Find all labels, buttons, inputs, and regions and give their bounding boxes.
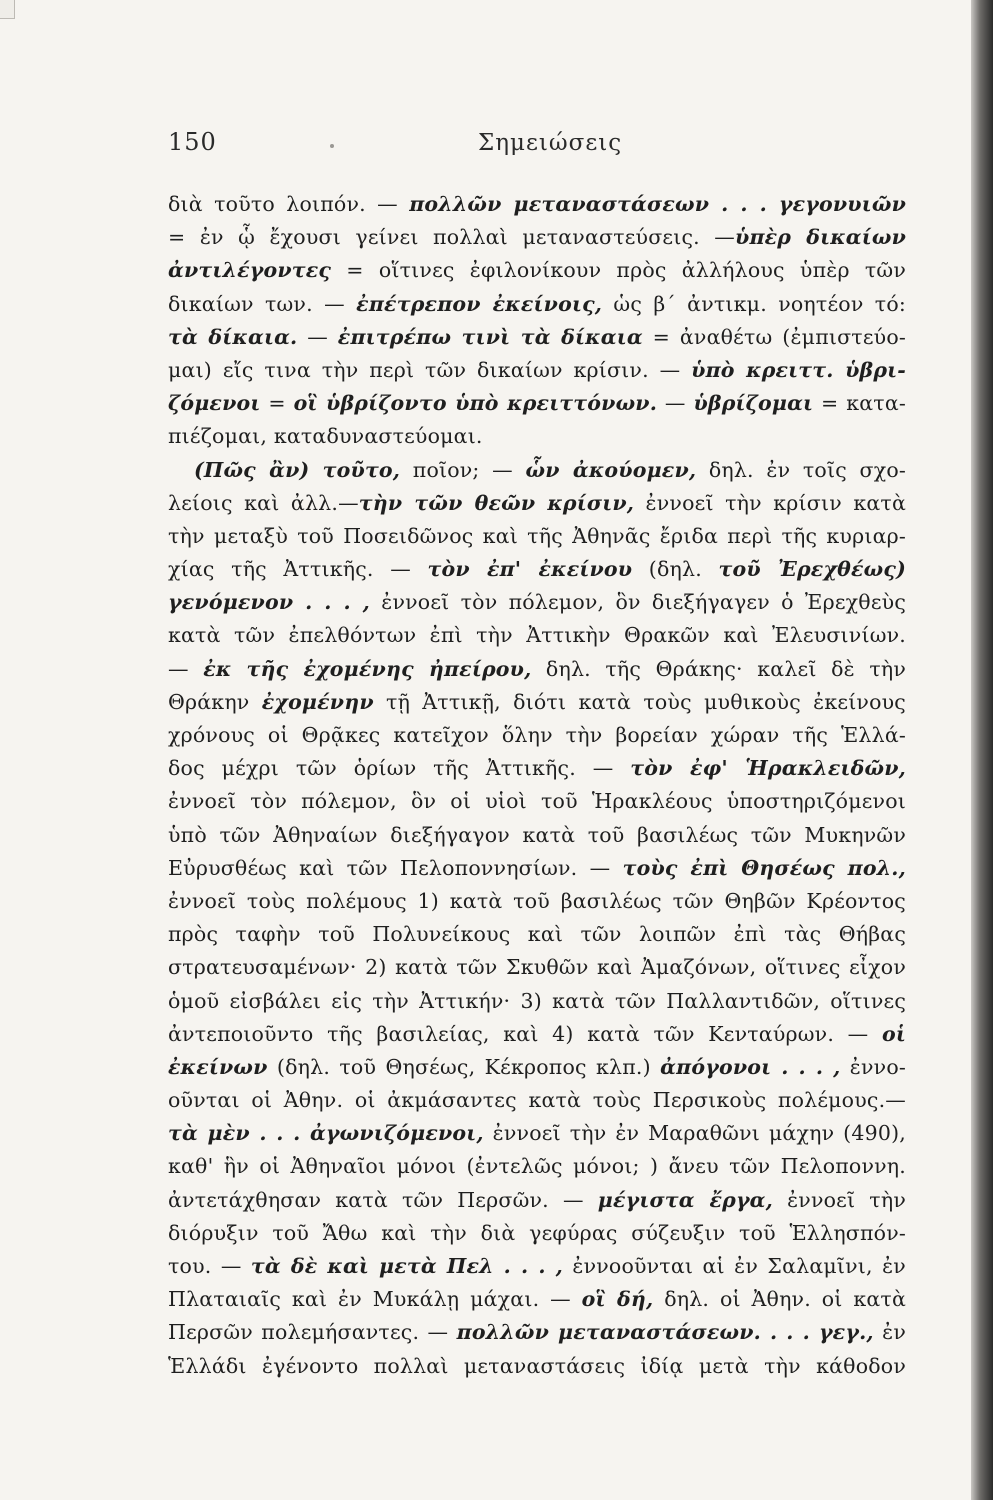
- text-line: [168, 321, 906, 354]
- text-line: [168, 852, 906, 885]
- text-run: ἀντεποιοῦντο τῆς βασιλείας, καὶ 4) κατὰ τῶν Κενταύρων. —: [168, 1021, 882, 1046]
- lemma-bold: γενόμενον . . . ,: [168, 590, 371, 615]
- notes-body-text: [168, 188, 906, 1398]
- text-run: δικαίων των. —: [168, 291, 357, 316]
- text-line: [168, 1018, 906, 1051]
- lemma-bold: οἳ δή,: [581, 1287, 654, 1312]
- text-run: Περσῶν πολεμήσαντες. —: [168, 1320, 457, 1345]
- book-binding-edge: [971, 0, 993, 1500]
- text-line: [168, 1084, 906, 1117]
- text-line: [168, 487, 906, 520]
- text-run: λείοις καὶ ἀλλ.—: [168, 490, 359, 515]
- text-run: τὴν μεταξὺ τοῦ Ποσειδῶνος καὶ τῆς Ἀθηνᾶς ἔριδα περὶ τῆς κυριαρ-: [168, 523, 906, 548]
- lemma-bold: ἐπιτρέπω τινὶ τὰ δίκαια: [337, 324, 643, 349]
- lemma-bold: τοῦ Ἐρεχθέως): [718, 557, 906, 582]
- text-line: [168, 254, 906, 287]
- text-run: πρὸς ταφὴν τοῦ Πολυνείκους καὶ τῶν λοιπῶν ἐπὶ τὰς Θήβας: [168, 922, 906, 947]
- text-line: [168, 221, 906, 254]
- text-run: ὑπὸ τῶν Ἀθηναίων διεξήγαγον κατὰ τοῦ βασιλέως τῶν Μυκηνῶν: [168, 822, 906, 847]
- text-line: [168, 885, 906, 918]
- text-line: [168, 785, 906, 818]
- text-line: [168, 719, 906, 752]
- page-number: 150: [168, 128, 217, 156]
- lemma-bold: τὰ μὲν . . . ἀγωνιζόμενοι,: [168, 1121, 484, 1146]
- text-line: [168, 188, 906, 221]
- text-line: [168, 619, 906, 652]
- text-run: = ἐν ᾧ ἔχουσι γείνει πολλαὶ μεταναστεύσεις. —: [168, 225, 736, 250]
- text-line: [168, 1217, 906, 1250]
- text-run: δηλ. ἐν τοῖς σχο-: [696, 457, 906, 482]
- text-run: ὁμοῦ εἰσβάλει εἰς τὴν Ἀττικήν· 3) κατὰ τῶν Παλλαντιδῶν, οἵτινες: [168, 988, 906, 1013]
- text-run: κατὰ τῶν ἐπελθόντων ἐπὶ τὴν Ἀττικὴν Θρακῶν καὶ Ἐλευσινίων.: [168, 623, 906, 648]
- text-run: διὰ τοῦτο λοιπόν. —: [168, 192, 410, 216]
- text-run: δηλ. οἱ Ἀθην. οἱ κατὰ: [653, 1287, 906, 1312]
- text-line: [168, 1184, 906, 1217]
- lemma-bold: τὸν ἐπ' ἐκείνου: [427, 557, 633, 582]
- text-run: = οἵτινες ἐφιλονίκουν πρὸς ἀλλήλους ὑπὲρ τῶν: [331, 258, 906, 283]
- text-run: —: [168, 656, 204, 681]
- text-run: ἐννοοῦνται αἱ ἐν Σαλαμῖνι, ἐν: [563, 1254, 906, 1278]
- text-line: [168, 686, 906, 719]
- text-line: [168, 1283, 906, 1316]
- text-run: Πλαταιαῖς καὶ ἐν Μυκάλῃ μάχαι. —: [168, 1287, 582, 1312]
- lemma-bold: πολλῶν μεταναστάσεων . . . γεγονυιῶν: [409, 192, 906, 216]
- text-run: στρατευσαμένων· 2) κατὰ τῶν Σκυθῶν καὶ Ἀμαζόνων, οἵτινες εἶχον: [168, 955, 906, 980]
- lemma-bold: τὴν τῶν θεῶν κρίσιν,: [358, 490, 635, 515]
- text-line: [168, 553, 906, 586]
- text-line: [168, 1250, 906, 1283]
- text-run: ποῖον; —: [400, 457, 526, 482]
- page-corner: [0, 0, 15, 19]
- text-line: [168, 951, 906, 984]
- text-line: [168, 653, 906, 686]
- text-run: τῇ Ἀττικῇ, διότι κατὰ τοὺς μυθικοὺς ἐκείνους: [373, 689, 906, 714]
- text-line: [168, 1350, 906, 1383]
- text-line: [168, 387, 906, 420]
- text-run: = ἀναθέτω (ἐμπιστεύο-: [642, 324, 906, 349]
- text-run: δηλ. τῆς Θράκης· καλεῖ δὲ τὴν: [531, 656, 906, 681]
- lemma-bold: ὑπὲρ δικαίων: [735, 225, 906, 250]
- text-line: [168, 1051, 906, 1084]
- lemma-bold: τὰ δίκαια.: [168, 324, 298, 349]
- lemma-bold: οἱ: [882, 1021, 906, 1046]
- text-run: καθ' ἣν οἱ Ἀθηναῖοι μόνοι (ἐντελῶς μόνοι; ) ἄνευ τῶν Πελοποννη.: [168, 1154, 906, 1179]
- text-line: [168, 1150, 906, 1183]
- text-run: ἐννοεῖ τὴν ἐν Μαραθῶνι μάχην (490),: [483, 1121, 906, 1146]
- lemma-bold: πολλῶν μεταναστάσεων. . . . γεγ.,: [456, 1320, 874, 1345]
- text-run: ἀντετάχθησαν κατὰ τῶν Περσῶν. —: [168, 1187, 598, 1212]
- text-run: —: [657, 391, 694, 416]
- lemma-bold: ὑπὸ κρειττ. ὑβρι-: [691, 357, 906, 382]
- text-run: οῦνται οἱ Ἀθην. οἱ ἀκμάσαντες κατὰ τοὺς Περσικοὺς πολέμους.—: [168, 1088, 906, 1113]
- text-run: ὡς β΄ ἀντικμ. νοητέον τό:: [602, 291, 906, 316]
- text-run: Ἑλλάδι ἐγένοντο πολλαὶ μεταναστάσεις ἰδίᾳ μετὰ τὴν κάθοδον: [168, 1353, 906, 1378]
- lemma-bold: ἐχομένην: [261, 689, 374, 714]
- text-run: δος μέχρι τῶν ὁρίων τῆς Ἀττικῆς. —: [168, 756, 631, 781]
- text-line: [168, 420, 906, 453]
- text-run: (δηλ.: [632, 557, 719, 582]
- text-line: [168, 1316, 906, 1349]
- text-run: = κατα-: [813, 391, 906, 416]
- lemma-bold: τοὺς ἐπὶ Θησέως πολ.,: [622, 855, 906, 880]
- page-header: [168, 128, 908, 168]
- text-line: [168, 752, 906, 785]
- lemma-bold: τὰ δὲ καὶ μετὰ Πελ . . . ,: [250, 1254, 563, 1278]
- text-run: μαι) εἴς τινα τὴν περὶ τῶν δικαίων κρίσιν. —: [168, 357, 692, 382]
- lemma-bold: ἐκ τῆς ἐχομένης ἠπείρου,: [203, 656, 532, 681]
- lemma-bold: ζόμενοι: [168, 391, 261, 416]
- text-run: ἐννοεῖ τοὺς πολέμους 1) κατὰ τοῦ βασιλέως τῶν Θηβῶν Κρέοντος: [168, 888, 906, 913]
- lemma-bold: μέγιστα ἔργα,: [597, 1187, 773, 1212]
- text-run: ἐννοεῖ τὸν πόλεμον, ὃν διεξήγαγεν ὁ Ἐρεχθεὺς: [370, 590, 906, 615]
- text-line: [168, 586, 906, 619]
- running-title: Σημειώσεις: [478, 130, 623, 156]
- text-run: Εὐρυσθέως καὶ τῶν Πελοποννησίων. —: [168, 855, 623, 880]
- text-line: [168, 918, 906, 951]
- lemma-bold: ἐπέτρεπον ἐκείνοις,: [356, 291, 603, 316]
- text-run: (δηλ. τοῦ Θησέως, Κέκροπος κλπ.): [267, 1054, 661, 1079]
- text-run: ἐν: [873, 1320, 906, 1345]
- lemma-bold: ἀπόγονοι . . . ,: [660, 1054, 841, 1079]
- text-run: πιέζομαι, καταδυναστεύομαι.: [168, 424, 483, 449]
- text-line: [168, 1117, 906, 1150]
- text-line: [168, 520, 906, 553]
- text-run: χρόνους οἱ Θρᾷκες κατεῖχον ὅλην τὴν βορείαν χώραν τῆς Ἑλλά-: [168, 723, 906, 747]
- lemma-bold: ἐκείνων: [168, 1054, 268, 1079]
- text-run: ἐννοεῖ τὴν: [773, 1187, 906, 1212]
- lemma-bold: ὧν ἀκούομεν,: [525, 457, 697, 482]
- lemma-bold: οἳ ὑβρίζοντο ὑπὸ κρειττόνων.: [293, 391, 658, 416]
- text-line: [168, 985, 906, 1018]
- text-line: [168, 819, 906, 852]
- text-run: ἐννο-: [840, 1054, 906, 1079]
- text-run: του. —: [168, 1254, 251, 1278]
- text-run: διόρυξιν τοῦ Ἄθω καὶ τὴν διὰ γεφύρας σύζευξιν τοῦ Ἑλλησπόν-: [168, 1220, 906, 1245]
- text-line: [168, 288, 906, 321]
- lemma-bold: ἀντιλέγοντες: [168, 258, 332, 283]
- text-run: Θράκην: [168, 689, 262, 714]
- text-run: ἐννοεῖ τὴν κρίσιν κατὰ: [634, 490, 906, 515]
- lemma-bold: ὑβρίζομαι: [693, 391, 814, 416]
- lemma-bold: τὸν ἐφ' Ἡρακλειδῶν,: [630, 756, 906, 781]
- text-line: [168, 454, 906, 487]
- lemma-bold: (Πῶς ἂν) τοῦτο,: [194, 457, 401, 482]
- text-run: ἐννοεῖ τὸν πόλεμον, ὃν οἱ υἱοὶ τοῦ Ἡρακλέους ὑποστηριζόμενοι: [168, 789, 906, 814]
- header-dot: [330, 144, 334, 148]
- text-run: —: [297, 324, 338, 349]
- text-run: χίας τῆς Ἀττικῆς. —: [168, 557, 428, 582]
- text-line: [168, 354, 906, 387]
- text-run: =: [260, 391, 294, 416]
